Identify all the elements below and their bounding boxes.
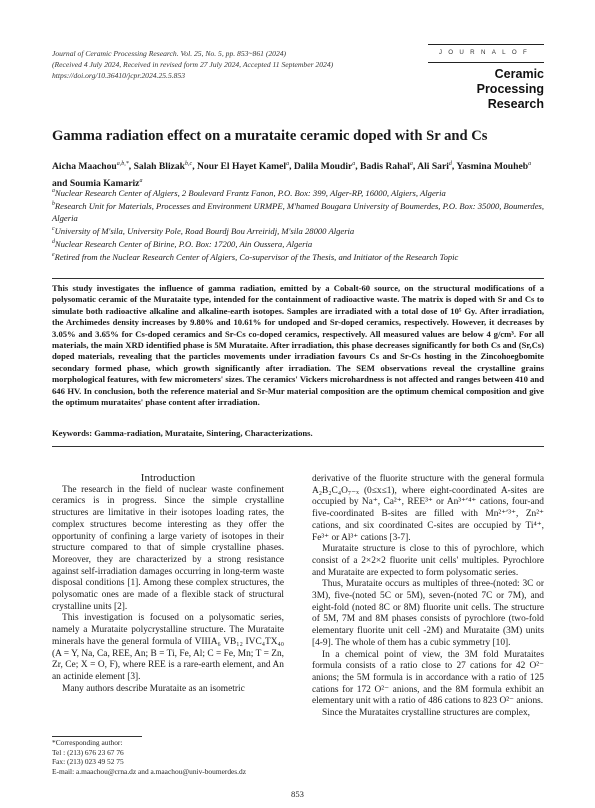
logo-title-line1: Ceramic [494, 67, 544, 82]
affiliations [52, 186, 547, 264]
keywords: Keywords: Gamma-radiation, Murataite, Sintering, Characterizations. [52, 428, 313, 438]
footnote-fax: Fax: (213) 023 49 52 75 [52, 757, 124, 767]
author: Yasmina Mouheb$^a$ [456, 161, 532, 173]
paragraph: Thus, Murataite occurs as multiples of three-(noted: 3C or 3M), five-(noted 5C or 5M), seven-(noted 7C or 7M), and eight-fold (noted 8C or 8M) fluorite unit cells. The structure of 5M, 7M and 8M phases consists of pyrochlore (two-fold elementary fluorite unit cell -2M) and Murataite (3M) units [4-9]. The whole of them has a cubic symmetry [10]. [312, 579, 544, 648]
author: Dalila Moudir$^a$ [293, 161, 356, 173]
affiliation: $^e$Retired from the Nuclear Research Center of Algiers, Co-supervisor of the Thesis, and Initiator of the Research Topic [52, 252, 459, 263]
right-column [312, 474, 544, 720]
author: Nour El Hayet Kamel$^a$ [196, 161, 290, 173]
abstract-bottom-rule [52, 446, 544, 447]
author-list: Aicha Maachou$^{a,b,*}$, Salah Blizak$^{b,c}$, Nour El Hayet Kamel$^a$, Dalila Moudir$^a$, Badis Rahal$^a$, Ali Sari$^d$, Yasmina Mouheb$^a$ and Soumia Kamariz$^a$ [52, 161, 532, 190]
corresponding-author-footnote [52, 738, 292, 776]
footnote-label: *Corresponding author: [52, 738, 123, 747]
author: Aicha Maachou$^{a,b,*}$ [52, 161, 129, 173]
doi-link[interactable]: https://doi.org/10.36410/jcpr.2024.25.5.853 [52, 70, 186, 80]
logo-bottom-rule [428, 62, 544, 63]
paragraph: Since the Murataites crystalline structures are complex, [322, 708, 530, 719]
section-heading-introduction: Introduction [140, 472, 196, 484]
abstract: This study investigates the influence of gamma radiation, emitted by a Cobalt-60 source, on the structural modifications of a polysomatic ceramic of the Murataite type, intended for the containment of radioactive waste. The matrix is doped with Sr and Cs to simulate both radioactive alkaline and alkaline-earth isotopes. Samples are irradiated with a total dose of 10⁵ Gy. After irradiation, the Archimedes density increases by 9.80% and 10.61% for undoped and Sr-doped ceramics, respectively. However, it decreases by 3.05% and 3.65% for Cs-doped ceramics and Sr-Cs co-doped ceramics, respectively. All measured values are below 4 g/cm³. For all materials, the main XRD identified phase is 5M Murataite. After irradiation, this phase decreases significantly for both Cs and (Sr,Cs) doped materials, revealing that the particles movements under irradiation favours Cs and Sr-Cs hosting in the Zincohoegbomite secondary formed phase, which growth significantly after irradiation. The SEM observations reveal the crystalline grains morphological features, with few micrometers' sizes. The ceramics' Vickers microhardness is not affected and ranges between 410 and 646 HV. In conclusion, both the reference material and Sr-Mur material composition are the optimum chemical composition and give the optimum murataites' phase content after irradiation. [52, 283, 544, 408]
paragraph: This investigation is focused on a polysomatic series, namely a Murataite polycrystalline structure. The Murataite minerals have the general formula of VIIIA₆ VB₁₂ IVC₄TX₄₀ (A = Y, Na, Ca, REE, An; B = Ti, Fe, Al; C = Fe, Mn; T = Zn, Zr, Ce; X = O, F), where REE is a rare-earth element, and An an actinide element [3]. [52, 613, 284, 682]
footnote-email[interactable]: E-mail: a.maachou@crna.dz and a.maachou@univ-boumerdes.dz [52, 766, 246, 776]
journal-citation: Journal of Ceramic Processing Research. Vol. 25, No. 5, pp. 853~861 (2024) [52, 49, 287, 58]
abstract-top-rule [52, 278, 544, 279]
paragraph: The research in the field of nuclear waste confinement ceramics is in progress. Since the simple crystalline structures are limitative in their isotopes loading rates, the complex structures become interesting as they offer the opportunity of confining a large variety of isotopes in their structure compared to that of simple crystalline phases. Moreover, they are characterized by a strong resistance against self-irradiation damages occurring in long-term waste disposal conditions [1]. Among these complex structures, the polysomatic ones are made of a flexible stack of structural crystalline units [2]. [52, 484, 284, 612]
paragraph: Many authors describe Murataite as an isometric [62, 683, 245, 694]
author: Ali Sari$^d$ [417, 161, 452, 173]
affiliation: $^b$Research Unit for Materials, Processes and Environment URMPE, M'hamed Bougara University of Boumerdes, P.O. Box: 35000, Boumerdes, Algeria [52, 201, 545, 223]
affiliation: $^d$Nuclear Research Center of Birine, P.O. Box: 17200, Ain Oussera, Algeria [52, 239, 313, 250]
logo-journal-word: JOURNALOF [438, 49, 534, 57]
affiliation: $^c$University of M'sila, University Pole, Road Bourdj Bou Arreiridj, M'sila 28000 Algeria [52, 225, 355, 236]
footnote-tel: Tel : (213) 676 23 67 76 [52, 747, 124, 757]
author: Badis Rahal$^a$ [360, 161, 413, 173]
author: Salah Blizak$^{b,c}$ [133, 161, 193, 173]
received-dates: (Received 4 July 2024, Received in revised form 27 July 2024, Accepted 11 September 2024) [52, 59, 334, 69]
paragraph: In a chemical point of view, the 3M fold Murataites formula consists of a ratio close to 27 cations for 42 O²⁻ anions; the 5M formula is in accordance with a ratio of 125 cations for 172 O²⁻ anions, and the 8M formula exhibit an elementary unit with a ratio of 486 cations to 823 O²⁻ anions. [312, 649, 544, 707]
page-number: 853 [291, 789, 304, 799]
journal-header [52, 49, 382, 81]
author: Soumia Kamariz$^a$ [69, 178, 143, 190]
paragraph: derivative of the fluorite structure with the general formula A₂B₂C₄O₇₋ₓ (0≤x≤1), where eight-coordinated A-sites are occupied by Na⁺, Ca²⁺, REE³⁺ or An³⁺ʹ⁴⁺ cations, four-and five-coordinated B-sites are filled with Mn²⁺ʹ³⁺, Zn²⁺ cations, and six coordinated C-sites are occupied by Ti⁴⁺, Fe³⁺ or Al³⁺ cations [3-7]. [312, 474, 544, 543]
article-title: Gamma radiation effect on a murataite ceramic doped with Sr and Cs [52, 128, 488, 144]
left-column [52, 473, 284, 695]
affiliation: $^a$Nuclear Research Center of Algiers, 2 Boulevard Frantz Fanon, P.O. Box: 399, Alger-RP, 16000, Algiers, Algeria [52, 187, 446, 198]
footnote-rule [52, 736, 142, 737]
paragraph: Murataite structure is close to this of pyrochlore, which consist of a 2×2×2 fluorite unit cells' multiples. Pyrochlore and Murataite are expected to form polysomatic series. [312, 544, 544, 578]
journal-logo [428, 44, 544, 112]
logo-title-line2: Processing Research [476, 82, 544, 112]
